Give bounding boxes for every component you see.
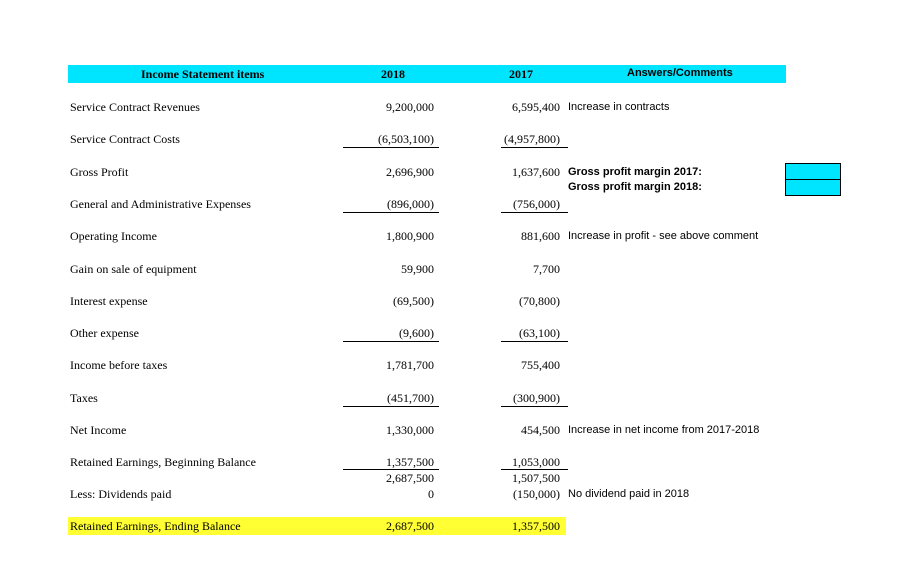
row-value-2017: 1,053,000	[512, 455, 560, 469]
underline	[501, 341, 568, 342]
row-value-2017: (150,000)	[513, 487, 560, 501]
answer-cell-2018[interactable]	[785, 179, 841, 196]
answer-cell-2017[interactable]	[785, 163, 841, 180]
row-label: Gross Profit	[70, 165, 129, 179]
row-label: Other expense	[70, 326, 139, 340]
row-value-2018: (451,700)	[387, 391, 434, 405]
row-label: Gain on sale of equipment	[70, 262, 197, 276]
row-value-2017: (63,100)	[519, 326, 560, 340]
header-2017: 2017	[509, 67, 533, 81]
row-value-2017: (4,957,800)	[504, 132, 560, 146]
row-value-2018: 1,357,500	[386, 455, 434, 469]
row-label: Service Contract Revenues	[70, 100, 200, 114]
header-comments: Answers/Comments	[627, 67, 733, 79]
row-value-2017: 7,700	[533, 262, 560, 276]
row-value-2017: 755,400	[521, 358, 560, 372]
row-value-2018: 2,687,500	[386, 471, 434, 485]
row-value-2017: 1,507,500	[512, 471, 560, 485]
underline	[343, 469, 439, 470]
row-value-2018: 2,687,500	[386, 519, 434, 533]
row-comment: No dividend paid in 2018	[568, 488, 690, 500]
row-value-2018: 9,200,000	[386, 100, 434, 114]
underline	[501, 469, 568, 470]
underline	[501, 147, 568, 148]
underline	[343, 341, 439, 342]
row-comment: Increase in profit - see above comment	[568, 230, 759, 242]
row-label: Net Income	[70, 423, 127, 437]
row-value-2018: (6,503,100)	[378, 132, 434, 146]
row-value-2017: 454,500	[521, 423, 560, 437]
underline	[501, 406, 568, 407]
underline	[343, 147, 439, 148]
row-comment: Increase in net income from 2017-2018	[568, 424, 760, 436]
row-label: General and Administrative Expenses	[70, 197, 251, 211]
underline	[501, 212, 568, 213]
row-value-2017: 881,600	[521, 229, 560, 243]
row-label: Taxes	[70, 391, 98, 405]
row-label: Less: Dividends paid	[70, 487, 172, 501]
row-value-2017: 1,637,600	[512, 165, 560, 179]
underline	[343, 212, 439, 213]
row-value-2018: (69,500)	[393, 294, 434, 308]
row-value-2017: (756,000)	[513, 197, 560, 211]
row-value-2018: 0	[428, 487, 434, 501]
header-items-label: Income Statement items	[141, 67, 265, 81]
row-value-2018: 1,330,000	[386, 423, 434, 437]
row-label: Interest expense	[70, 294, 148, 308]
row-value-2018: 1,781,700	[386, 358, 434, 372]
row-value-2018: (896,000)	[387, 197, 434, 211]
row-value-2017: (70,800)	[519, 294, 560, 308]
row-value-2018: 2,696,900	[386, 165, 434, 179]
row-label: Retained Earnings, Beginning Balance	[70, 455, 256, 469]
row-label: Service Contract Costs	[70, 132, 180, 146]
header-2018: 2018	[381, 67, 405, 81]
row-value-2017: 6,595,400	[512, 100, 560, 114]
row-value-2018: (9,600)	[399, 326, 434, 340]
row-value-2018: 59,900	[401, 262, 434, 276]
row-label: Retained Earnings, Ending Balance	[70, 519, 241, 533]
row-label: Operating Income	[70, 229, 157, 243]
row-value-2018: 1,800,900	[386, 229, 434, 243]
row-comment: Gross profit margin 2017:	[568, 166, 702, 178]
row-value-2017: 1,357,500	[512, 519, 560, 533]
row-value-2017: (300,900)	[513, 391, 560, 405]
row-comment: Increase in contracts	[568, 101, 670, 113]
underline	[343, 406, 439, 407]
row-comment-secondary: Gross profit margin 2018:	[568, 181, 702, 193]
row-label: Income before taxes	[70, 358, 168, 372]
